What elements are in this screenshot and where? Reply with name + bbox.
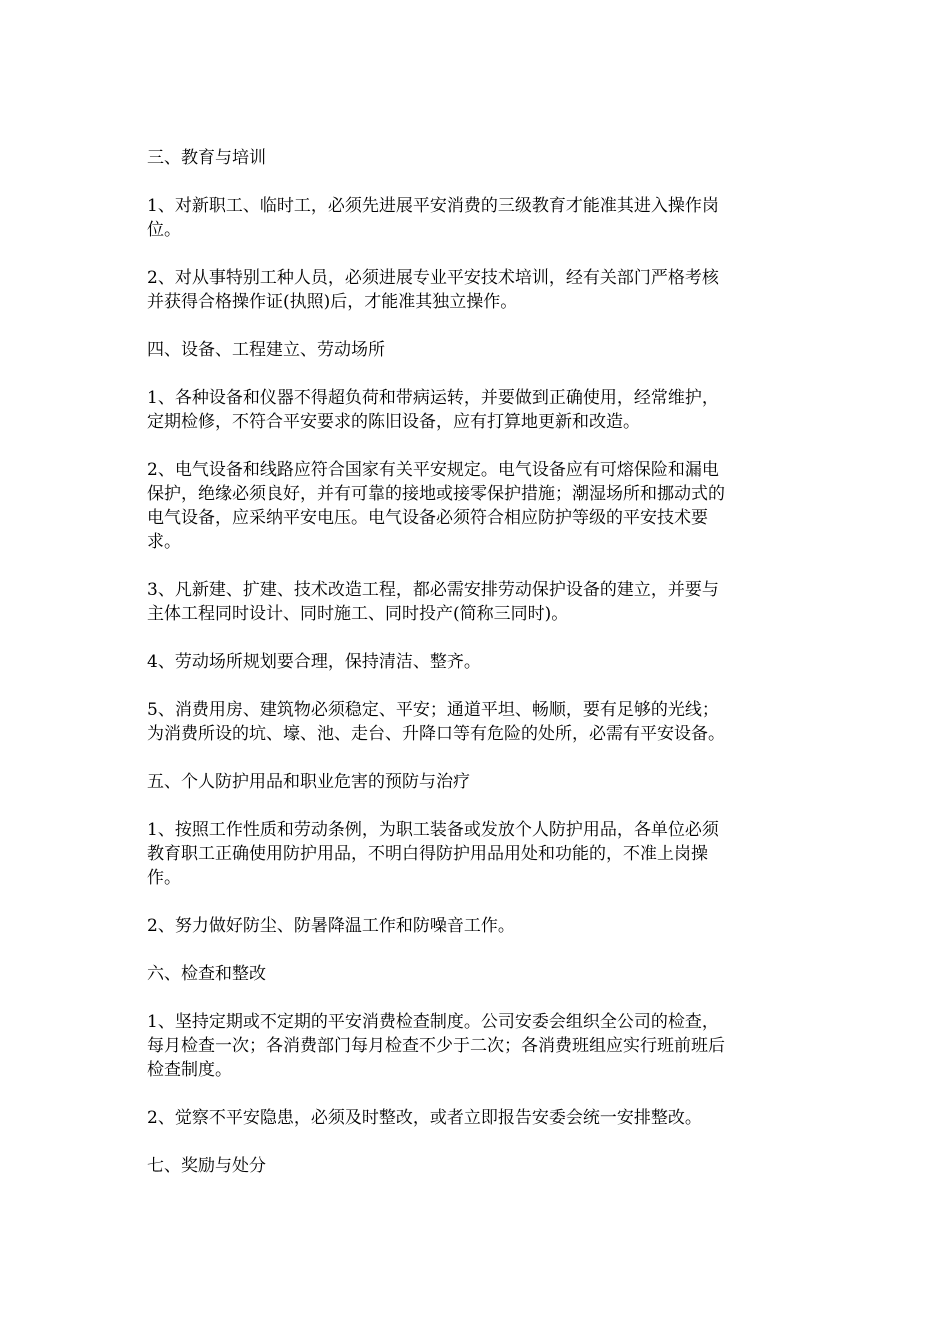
text-line: 定期检修，不符合平安要求的陈旧设备，应有打算地更新和改造。 [147, 412, 640, 432]
text-line: 位。 [147, 220, 181, 240]
paragraph [147, 194, 807, 242]
text-line: 每月检查一次；各消费部门每月检查不少于二次；各消费班组应实行班前班后 [147, 1036, 725, 1056]
text-line: 教育职工正确使用防护用品，不明白得防护用品用处和功能的，不准上岗操 [147, 844, 708, 864]
text-line: 保护，绝缘必须良好，并有可靠的接地或接零保护措施；潮湿场所和挪动式的 [147, 484, 725, 504]
text-line: 主体工程同时设计、同时施工、同时投产(简称三同时)。 [147, 604, 569, 624]
section-heading [147, 1154, 807, 1178]
text-line: 六、检查和整改 [147, 964, 266, 984]
document-body [147, 146, 807, 1202]
section-heading [147, 962, 807, 986]
paragraph [147, 386, 807, 434]
text-line: 1、坚持定期或不定期的平安消费检查制度。公司安委会组织全公司的检查， [147, 1012, 719, 1032]
section-heading [147, 146, 807, 170]
text-line: 1、对新职工、临时工，必须先进展平安消费的三级教育才能准其进入操作岗 [147, 196, 719, 216]
paragraph [147, 458, 807, 554]
paragraph [147, 650, 807, 674]
section-heading [147, 338, 807, 362]
paragraph [147, 818, 807, 890]
text-line: 为消费所设的坑、壕、池、走台、升降口等有危险的处所，必需有平安设备。 [147, 724, 725, 744]
text-line: 并获得合格操作证(执照)后，才能准其独立操作。 [147, 292, 518, 312]
text-line: 4、劳动场所规划要合理，保持清洁、整齐。 [147, 652, 481, 672]
text-line: 1、按照工作性质和劳动条例，为职工装备或发放个人防护用品，各单位必须 [147, 820, 719, 840]
text-line: 四、设备、工程建立、劳动场所 [147, 340, 385, 360]
text-line: 2、觉察不平安隐患，必须及时整改，或者立即报告安委会统一安排整改。 [147, 1108, 702, 1128]
paragraph [147, 698, 807, 746]
text-line: 三、教育与培训 [147, 148, 266, 168]
text-line: 3、凡新建、扩建、技术改造工程，都必需安排劳动保护设备的建立，并要与 [147, 580, 719, 600]
text-line: 5、消费用房、建筑物必须稳定、平安；通道平坦、畅顺，要有足够的光线； [147, 700, 719, 720]
text-line: 作。 [147, 868, 181, 888]
text-line: 电气设备，应采纳平安电压。电气设备必须符合相应防护等级的平安技术要 [147, 508, 708, 528]
paragraph [147, 578, 807, 626]
text-line: 2、努力做好防尘、防暑降温工作和防噪音工作。 [147, 916, 515, 936]
paragraph [147, 914, 807, 938]
paragraph [147, 1106, 807, 1130]
text-line: 检查制度。 [147, 1060, 232, 1080]
text-line: 1、各种设备和仪器不得超负荷和带病运转，并要做到正确使用，经常维护， [147, 388, 719, 408]
text-line: 七、奖励与处分 [147, 1156, 266, 1176]
text-line: 2、电气设备和线路应符合国家有关平安规定。电气设备应有可熔保险和漏电 [147, 460, 719, 480]
section-heading [147, 770, 807, 794]
text-line: 2、对从事特别工种人员，必须进展专业平安技术培训，经有关部门严格考核 [147, 268, 719, 288]
paragraph [147, 1010, 807, 1082]
paragraph [147, 266, 807, 314]
text-line: 求。 [147, 532, 181, 552]
text-line: 五、个人防护用品和职业危害的预防与治疗 [147, 772, 470, 792]
